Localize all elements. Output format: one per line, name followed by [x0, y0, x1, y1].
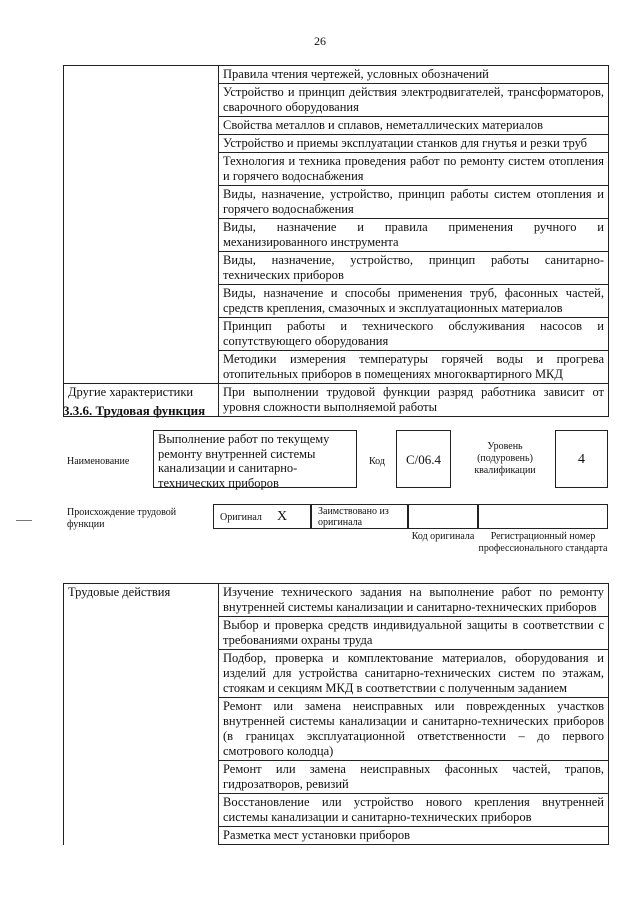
knowledge-item: Правила чтения чертежей, условных обозначений	[219, 66, 609, 84]
table-row	[64, 66, 609, 84]
action-item: Разметка мест установки приборов	[219, 827, 609, 845]
actions-table	[63, 583, 609, 845]
other-characteristics-value: При выполнении трудовой функции разряд работника зависит от уровня сложности выполняемой работы	[219, 384, 609, 417]
original-mark: X	[277, 509, 288, 524]
reg-number-cell	[478, 504, 608, 529]
knowledge-item: Методики измерения температуры горячей воды и прогрева отопительных приборов в помещениях многоквартирного МКД	[219, 351, 609, 384]
code-label: Код	[369, 456, 385, 467]
reg-number-caption: Регистрационный номер профессионального стандарта	[478, 531, 608, 554]
borrowed-cell	[311, 504, 408, 529]
level-box: 4	[555, 430, 608, 488]
code-original-caption: Код оригинала	[411, 531, 475, 542]
knowledge-item: Технология и техника проведения работ по ремонту систем отопления и горячего водоснабжения	[219, 153, 609, 186]
margin-mark	[16, 520, 32, 521]
action-item: Ремонт или замена неисправных или поврежденных участков внутренней системы канализации и санитарно-технических приборов (в границах эксплуатационной ответственности – до первого смотрового колодца)	[219, 698, 609, 761]
knowledge-item: Виды, назначение, устройство, принцип работы санитарно-технических приборов	[219, 252, 609, 285]
knowledge-item: Принцип работы и технического обслуживания насосов и сопутствующего оборудования	[219, 318, 609, 351]
actions-label: Трудовые действия	[64, 584, 219, 845]
borrowed-label: Заимствовано из оригинала	[318, 506, 389, 528]
code-box: C/06.4	[396, 430, 451, 488]
knowledge-table	[63, 65, 609, 417]
knowledge-item: Устройство и приемы эксплуатации станков для гнутья и резки труб	[219, 135, 609, 153]
action-item: Изучение технического задания на выполнение работ по ремонту внутренней системы канализации и санитарно-технических приборов	[219, 584, 609, 617]
section-title: 3.3.6. Трудовая функция	[63, 403, 206, 418]
name-label: Наименование	[67, 456, 130, 467]
knowledge-item: Виды, назначение и способы применения труб, фасонных частей, средств крепления, смазочных и эксплуатационных материалов	[219, 285, 609, 318]
function-name-box: Выполнение работ по текущему ремонту внутренней системы канализации и санитарно-технических приборов	[153, 430, 357, 488]
knowledge-item: Устройство и принцип действия электродвигателей, трансформаторов, сварочного оборудования	[219, 84, 609, 117]
level-label: Уровень (подуровень) квалификации	[474, 441, 536, 476]
original-label: Оригинал	[220, 512, 262, 523]
page-number: 26	[314, 34, 326, 48]
action-item: Восстановление или устройство нового крепления внутренней системы канализации и санитарно-технических приборов	[219, 794, 609, 827]
knowledge-item: Виды, назначение и правила применения ручного и механизированного инструмента	[219, 219, 609, 252]
other-characteristics-label: Другие характеристики	[64, 384, 219, 417]
knowledge-item: Виды, назначение, устройство, принцип работы систем отопления и горячего водоснабжения	[219, 186, 609, 219]
action-item: Выбор и проверка средств индивидуальной защиты в соответствии с требованиями охраны труда	[219, 617, 609, 650]
code-original-cell	[408, 504, 478, 529]
empty-label-cell	[64, 66, 219, 384]
table-row	[64, 584, 609, 617]
knowledge-item: Свойства металлов и сплавов, неметаллических материалов	[219, 117, 609, 135]
origin-label: Происхождение трудовой функции	[67, 507, 177, 530]
action-item: Ремонт или замена неисправных фасонных частей, трапов, гидрозатворов, ревизий	[219, 761, 609, 794]
action-item: Подбор, проверка и комплектование материалов, оборудования и изделий для устройства санитарно-технических систем по этажам, стоякам и секциям МКД в соответствии с полученным заданием	[219, 650, 609, 698]
original-cell	[213, 504, 311, 529]
